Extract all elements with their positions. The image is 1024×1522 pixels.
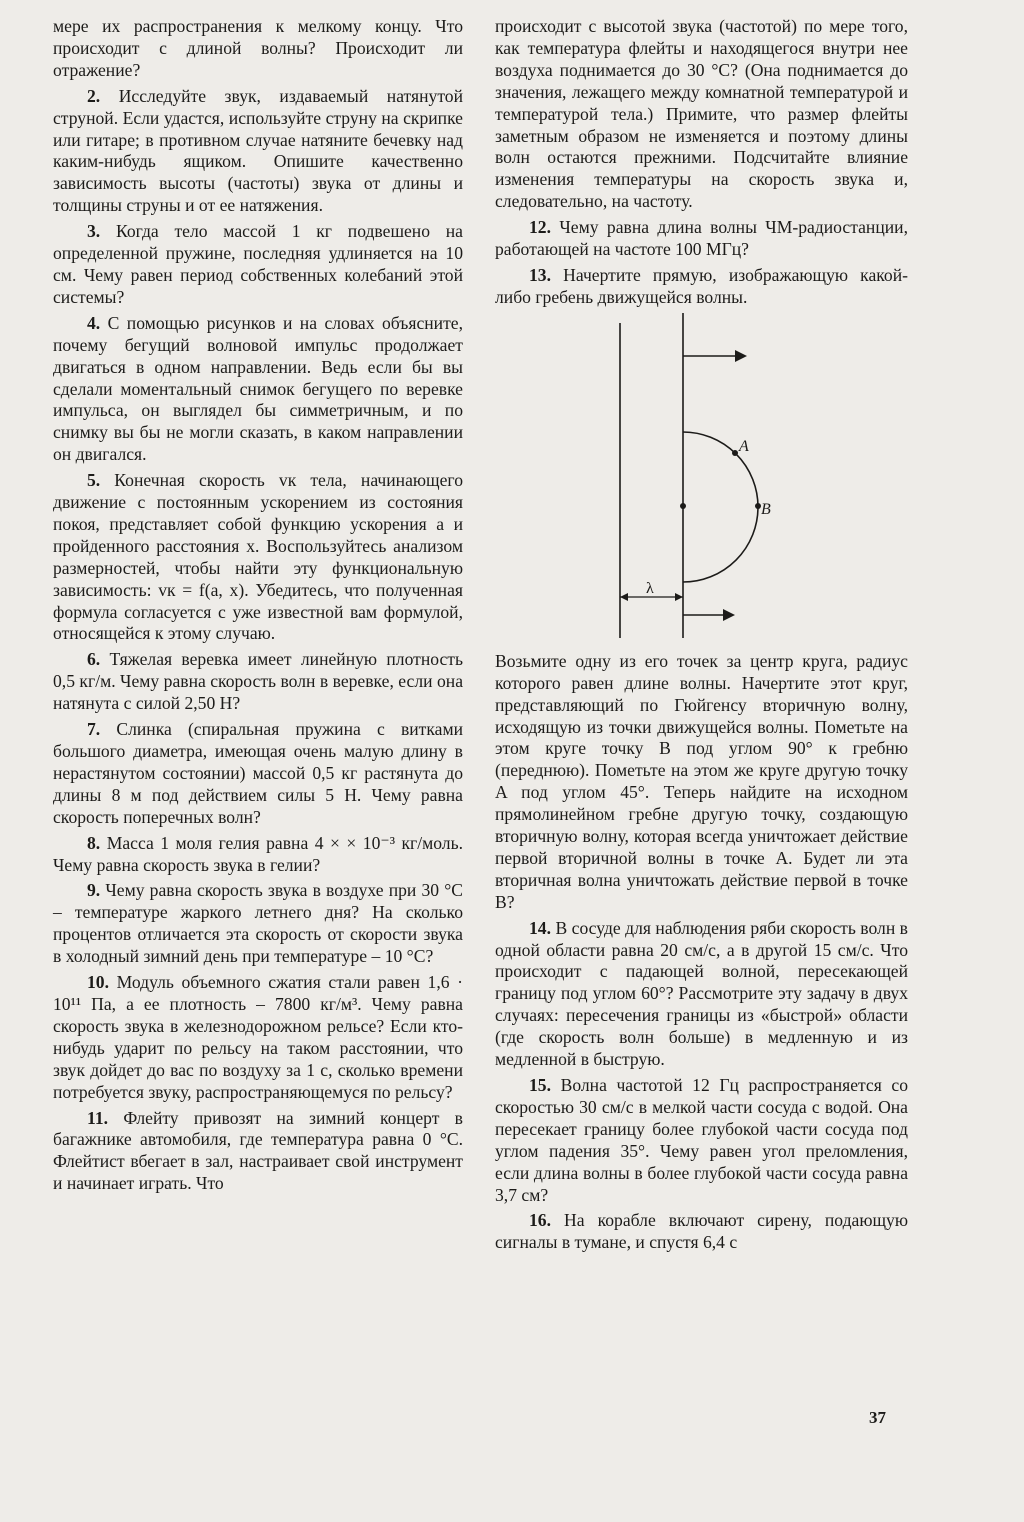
problem-text: Исследуйте звук, издаваемый натянутой струной. Если удастся, используйте струну на скрипке или гитаре; в противном случае натяните бечевку над каким-нибудь ящиком. Опишите качественно зависимость высоты (частоты) звука от длины и толщины струны и от ее натяжения.: [53, 85, 463, 216]
dimension-arrow-left: [620, 593, 628, 601]
problem-3: [53, 221, 463, 309]
problem-number: 3.: [87, 221, 101, 242]
problem-number: 4.: [87, 312, 101, 333]
problem-9: [53, 880, 463, 968]
problem-10: [53, 972, 463, 1103]
right-column: [495, 16, 908, 1258]
problem-number: 9.: [87, 880, 101, 901]
problem-text: На корабле включают сирену, подающую сигналы в тумане, и спустя 6,4 с: [495, 1210, 908, 1253]
paragraph-after-figure: Возьмите одну из его точек за центр круга, радиус которого равен длине волны. Начертите этот круг, представляющий по Гюйгенсу вторичную волну, исходящую из точки движущейся волны. Пометьте на этом круге точку B под углом 90° к гребню (переднюю). Пометьте на этом же круге другую точку A под углом 45°. Теперь найдите на исходном прямолинейном гребне другую точку, создающую вторичную волну, которая всегда уничтожает действие первой вторичной волны в точке A. Будет ли эта вторичная волна уничтожать действие первой в точке B?: [495, 650, 908, 912]
point-a-label: A: [739, 437, 749, 455]
problem-text: Когда тело массой 1 кг подвешено на определенной пружине, последняя удлиняется на 10 см. Чему равен период собственных колебаний этой системы?: [53, 221, 463, 307]
problem-14: [495, 918, 908, 1071]
problem-16: [495, 1210, 908, 1254]
problem-number: 7.: [87, 719, 101, 740]
paragraph-intro: мере их распространения к мелкому концу. Что происходит с длиной волны? Происходит ли отражение?: [53, 16, 463, 80]
problem-text: Начертите прямую, изображающую какой-либо гребень движущейся волны.: [495, 264, 908, 307]
wavelength-label: λ: [646, 579, 654, 597]
problem-number: 8.: [87, 832, 101, 853]
problem-text: Тяжелая веревка имеет линейную плотность 0,5 кг/м. Чему равна скорость волн в веревке, если она натянута с силой 2,50 Н?: [53, 649, 463, 714]
problem-number: 10.: [87, 972, 109, 993]
problem-2: [53, 86, 463, 217]
problem-text: Масса 1 моля гелия равна 4 × × 10⁻³ кг/моль. Чему равна скорость звука в гелии?: [53, 832, 463, 875]
arrowhead-top: [735, 350, 747, 362]
problem-text: Флейту привозят на зимний концерт в багажнике автомобиля, где температура равна 0 °С. Флейтист вбегает в зал, настраивает свой инструмент и начинает играть. Что: [53, 1107, 463, 1194]
point-b-label: B: [761, 500, 771, 518]
point-a-dot: [732, 450, 738, 456]
problem-number: 5.: [87, 470, 101, 491]
problem-number: 2.: [87, 85, 101, 106]
problem-text: С помощью рисунков и на словах объясните, почему бегущий волновой импульс продолжает двигаться в одном направлении. Ведь если бы вы сделали моментальный снимок бегущего по веревке импульса, он выглядел бы симметричным, и по снимку вы бы не могли сказать, в каком направлении он двигался.: [53, 312, 463, 465]
problem-7: [53, 719, 463, 829]
paragraph-continuation: происходит с высотой звука (частотой) по мере того, как температура флейты и находящегося внутри нее воздуха поднимается до 30 °С? (Она поднимается до значения, лежащего между комнатной температурой и температурой тела.) Примите, что размер флейты заметным образом не изменяется и поэтому длины волн остаются прежними. Подсчитайте влияние изменения температуры на скорость звука и, следовательно, на частоту.: [495, 16, 908, 212]
dimension-arrow-right: [675, 593, 683, 601]
wavelet-center-point: [680, 503, 686, 509]
problem-text: Чему равна длина волны ЧМ-радиостанции, работающей на частоте 100 МГц?: [495, 217, 908, 260]
problem-12: [495, 217, 908, 261]
problem-4: [53, 313, 463, 466]
wavefront-diagram: [495, 313, 908, 643]
problem-11: [53, 1108, 463, 1196]
problem-6: [53, 649, 463, 715]
problem-number: 16.: [529, 1210, 551, 1231]
problem-5: [53, 470, 463, 645]
problem-number: 13.: [529, 264, 551, 285]
problem-text: Чему равна скорость звука в воздухе при 30 °С – температуре жаркого летнего дня? На сколько процентов отличается эта скорость от скорости звука в холодный зимний день при температуре – 10 °С?: [53, 880, 464, 967]
problem-text: В сосуде для наблюдения ряби скорость волн в одной области равна 20 см/с, а в другой 15 см/с. Что происходит с падающей волной, пересекающей границу под углом 60°? Рассмотрите эту задачу в двух случаях: пересечения границы из «быстрой» области (где скорость волн больше) в медленную и из медленной в быструю.: [495, 917, 908, 1070]
problem-number: 14.: [529, 917, 551, 938]
left-column: [53, 16, 463, 1199]
problem-number: 6.: [87, 649, 101, 670]
problem-13: [495, 265, 908, 309]
problem-8: [53, 833, 463, 877]
problem-text: Волна частотой 12 Гц распространяется со скоростью 30 см/с в мелкой части сосуда с водой. Она пересекает границу более глубокой части сосуда под углом падения 35°. Чему равен угол преломления, если длина волны в более глубокой части сосуда равна 3,7 см?: [495, 1075, 908, 1205]
arrowhead-bottom: [723, 609, 735, 621]
problem-15: [495, 1075, 908, 1206]
problem-number: 12.: [529, 217, 551, 238]
problem-text: Слинка (спиральная пружина с витками большого диаметра, имеющая очень малую длину в нерастянутом состоянии) массой 0,5 кг растянута до длины 8 м под действием силы 5 Н. Чему равна скорость поперечных волн?: [53, 719, 463, 827]
problem-text: Модуль объемного сжатия стали равен 1,6 · 10¹¹ Па, а ее плотность – 7800 кг/м³. Чему равна скорость звука в железнодорожном рельсе? Если кто-нибудь ударит по рельсу на таком расстоянии, что звук дойдет до вас по воздуху за 1 с, сколько времени потребуется звуку, распространяющемуся по рельсу?: [53, 972, 463, 1102]
problem-number: 11.: [87, 1107, 109, 1128]
page-number: 37: [869, 1408, 886, 1427]
problem-text: Конечная скорость vк тела, начинающего движение с постоянным ускорением из состояния покоя, представляет собой функцию ускорения a и пройденного расстояния x. Воспользуйтесь анализом размерностей, чтобы найти эту функциональную зависимость: vк = f(a, x). Убедитесь, что полученная формула согласуется с уже известной вам формулой, относящейся к этому случаю.: [53, 470, 463, 644]
wavefront-figure: [495, 313, 908, 643]
problem-number: 15.: [529, 1075, 551, 1095]
